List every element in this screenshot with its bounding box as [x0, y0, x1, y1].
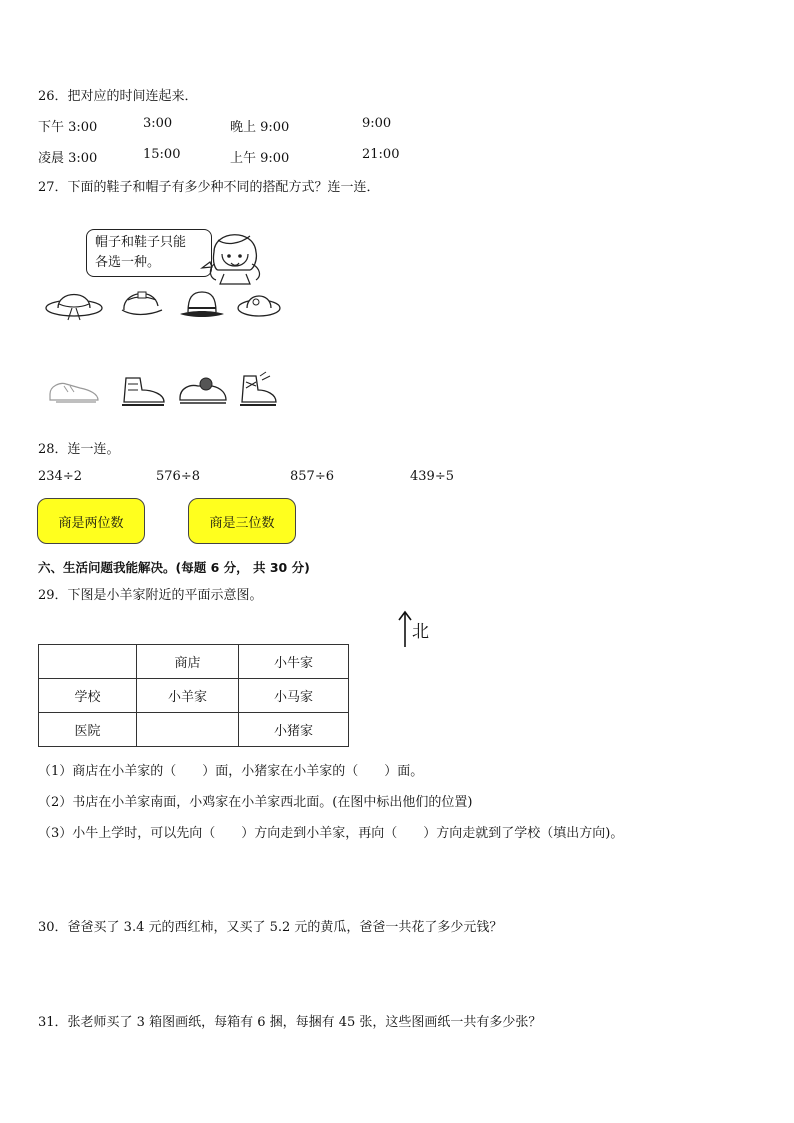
shoe-icon-4[interactable] — [236, 370, 280, 410]
grid-cell[interactable]: 小牛家 — [239, 645, 349, 679]
q29-sub3: （3）小牛上学时，可以先向（ ）方向走到小羊家，再向（ ）方向走就到了学校（填出方向)。 — [38, 826, 624, 841]
expression-3[interactable]: 857÷6 — [290, 469, 334, 484]
shoe-icon-1[interactable] — [46, 372, 102, 408]
q27-title: 27．下面的鞋子和帽子有多少种不同的搭配方式？连一连． — [38, 180, 380, 195]
time-right-4[interactable]: 21:00 — [362, 147, 400, 162]
speech-line-2: 各选一种。 — [95, 255, 161, 270]
time-left-1[interactable]: 下午 3:00 — [38, 120, 98, 135]
grid-cell[interactable]: 小马家 — [239, 679, 349, 713]
girl-illustration — [200, 224, 270, 286]
expression-4[interactable]: 439÷5 — [410, 469, 454, 484]
location-grid — [38, 644, 349, 747]
north-label: 北 — [412, 622, 429, 642]
time-left-3[interactable]: 凌晨 3:00 — [38, 151, 98, 166]
time-left-4[interactable]: 15:00 — [143, 147, 181, 162]
speech-bubble — [86, 229, 212, 277]
answer-box-two-digit[interactable]: 商是两位数 — [37, 498, 145, 544]
section-6-heading: 六、生活问题我能解决。(每题 6 分， 共 30 分) — [38, 560, 310, 575]
grid-cell[interactable] — [137, 713, 239, 747]
q31-title: 31．张老师买了 3 箱图画纸，每箱有 6 捆，每捆有 45 张，这些图画纸一共有多少张？ — [38, 1015, 542, 1030]
hat-icon-3[interactable] — [178, 288, 226, 322]
q29-sub1: （1）商店在小羊家的（ ）面，小猪家在小羊家的（ ）面。 — [38, 764, 424, 779]
hat-icon-2[interactable] — [118, 284, 164, 324]
time-right-1[interactable]: 晚上 9:00 — [230, 120, 290, 135]
q30-title: 30．爸爸买了 3.4 元的西红柿，又买了 5.2 元的黄瓜，爸爸一共花了多少元钱？ — [38, 920, 503, 935]
time-left-2[interactable]: 3:00 — [143, 116, 173, 131]
expression-1[interactable]: 234÷2 — [38, 469, 82, 484]
hat-icon-4[interactable] — [236, 284, 282, 320]
speech-line-1: 帽子和鞋子只能 — [95, 235, 187, 250]
shoe-icon-2[interactable] — [118, 370, 168, 410]
north-arrow-icon — [398, 610, 412, 648]
q28-title: 28．连一连。 — [38, 442, 120, 457]
q29-sub2: （2）书店在小羊家南面，小鸡家在小羊家西北面。(在图中标出他们的位置) — [38, 795, 473, 810]
grid-cell[interactable]: 医院 — [39, 713, 137, 747]
hat-icon-1[interactable] — [44, 284, 104, 324]
time-right-3[interactable]: 上午 9:00 — [230, 151, 290, 166]
answer-box-three-digit[interactable]: 商是三位数 — [188, 498, 296, 544]
q29-title: 29．下图是小羊家附近的平面示意图。 — [38, 588, 263, 603]
grid-cell[interactable]: 小猪家 — [239, 713, 349, 747]
grid-cell[interactable]: 小羊家 — [137, 679, 239, 713]
grid-cell[interactable]: 学校 — [39, 679, 137, 713]
grid-cell[interactable] — [39, 645, 137, 679]
shoe-icon-3[interactable] — [176, 372, 228, 408]
grid-cell[interactable]: 商店 — [137, 645, 239, 679]
expression-2[interactable]: 576÷8 — [156, 469, 200, 484]
q26-title: 26．把对应的时间连起来． — [38, 89, 198, 104]
time-right-2[interactable]: 9:00 — [362, 116, 392, 131]
